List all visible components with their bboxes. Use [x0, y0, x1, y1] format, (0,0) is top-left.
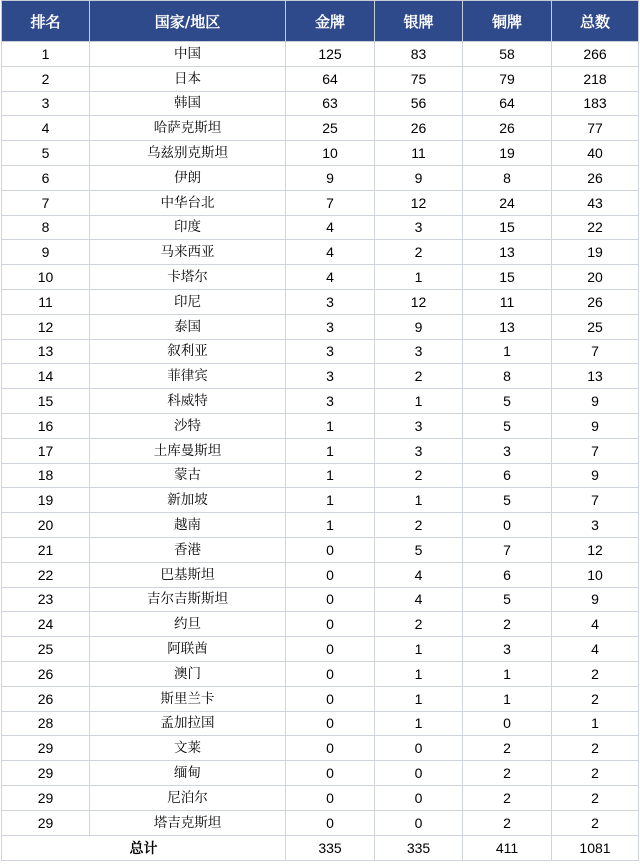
bronze-cell: 15 — [463, 265, 552, 290]
header-rank: 排名 — [2, 1, 90, 42]
rank-cell: 9 — [2, 240, 90, 265]
gold-cell: 0 — [286, 761, 375, 786]
rank-cell: 12 — [2, 314, 90, 339]
gold-cell: 0 — [286, 661, 375, 686]
silver-cell: 5 — [375, 537, 463, 562]
table-row — [2, 289, 639, 314]
gold-cell: 9 — [286, 165, 375, 190]
table-row — [2, 215, 639, 240]
bronze-cell: 0 — [463, 513, 552, 538]
table-row — [2, 637, 639, 662]
total-cell: 7 — [552, 488, 639, 513]
header-bronze: 铜牌 — [463, 1, 552, 42]
table-row — [2, 389, 639, 414]
table-row — [2, 165, 639, 190]
rank-cell: 29 — [2, 761, 90, 786]
total-cell: 26 — [552, 165, 639, 190]
country-cell: 哈萨克斯坦 — [90, 116, 286, 141]
rank-cell: 7 — [2, 190, 90, 215]
gold-cell: 0 — [286, 736, 375, 761]
silver-cell: 0 — [375, 810, 463, 835]
total-gold: 335 — [286, 835, 375, 860]
bronze-cell: 64 — [463, 91, 552, 116]
header-total: 总数 — [552, 1, 639, 42]
total-cell: 9 — [552, 389, 639, 414]
table-row — [2, 686, 639, 711]
total-all: 1081 — [552, 835, 639, 860]
table-row — [2, 339, 639, 364]
rank-cell: 19 — [2, 488, 90, 513]
table-row — [2, 761, 639, 786]
silver-cell: 1 — [375, 686, 463, 711]
country-cell: 科威特 — [90, 389, 286, 414]
country-cell: 塔吉克斯坦 — [90, 810, 286, 835]
silver-cell: 1 — [375, 661, 463, 686]
total-cell: 218 — [552, 66, 639, 91]
gold-cell: 63 — [286, 91, 375, 116]
table-row — [2, 116, 639, 141]
country-cell: 巴基斯坦 — [90, 562, 286, 587]
rank-cell: 17 — [2, 438, 90, 463]
gold-cell: 3 — [286, 289, 375, 314]
table-row — [2, 413, 639, 438]
table-row — [2, 661, 639, 686]
total-cell: 10 — [552, 562, 639, 587]
silver-cell: 0 — [375, 761, 463, 786]
bronze-cell: 7 — [463, 537, 552, 562]
total-cell: 77 — [552, 116, 639, 141]
table-row — [2, 265, 639, 290]
bronze-cell: 2 — [463, 785, 552, 810]
total-cell: 20 — [552, 265, 639, 290]
gold-cell: 1 — [286, 438, 375, 463]
silver-cell: 4 — [375, 562, 463, 587]
total-cell: 2 — [552, 810, 639, 835]
rank-cell: 29 — [2, 736, 90, 761]
country-cell: 印度 — [90, 215, 286, 240]
bronze-cell: 13 — [463, 314, 552, 339]
rank-cell: 18 — [2, 463, 90, 488]
medal-table — [1, 0, 639, 861]
silver-cell: 2 — [375, 364, 463, 389]
bronze-cell: 1 — [463, 339, 552, 364]
total-cell: 2 — [552, 785, 639, 810]
gold-cell: 1 — [286, 488, 375, 513]
bronze-cell: 19 — [463, 141, 552, 166]
bronze-cell: 11 — [463, 289, 552, 314]
silver-cell: 3 — [375, 215, 463, 240]
country-cell: 韩国 — [90, 91, 286, 116]
bronze-cell: 1 — [463, 686, 552, 711]
silver-cell: 2 — [375, 240, 463, 265]
country-cell: 中华台北 — [90, 190, 286, 215]
country-cell: 吉尔吉斯斯坦 — [90, 587, 286, 612]
rank-cell: 21 — [2, 537, 90, 562]
gold-cell: 4 — [286, 240, 375, 265]
country-cell: 尼泊尔 — [90, 785, 286, 810]
rank-cell: 26 — [2, 686, 90, 711]
rank-cell: 2 — [2, 66, 90, 91]
total-row — [2, 835, 639, 860]
gold-cell: 125 — [286, 42, 375, 67]
silver-cell: 1 — [375, 711, 463, 736]
gold-cell: 1 — [286, 463, 375, 488]
total-cell: 7 — [552, 438, 639, 463]
table-row — [2, 612, 639, 637]
total-cell: 19 — [552, 240, 639, 265]
rank-cell: 6 — [2, 165, 90, 190]
gold-cell: 0 — [286, 587, 375, 612]
bronze-cell: 5 — [463, 587, 552, 612]
gold-cell: 10 — [286, 141, 375, 166]
bronze-cell: 3 — [463, 438, 552, 463]
bronze-cell: 0 — [463, 711, 552, 736]
total-cell: 43 — [552, 190, 639, 215]
bronze-cell: 79 — [463, 66, 552, 91]
total-cell: 266 — [552, 42, 639, 67]
table-row — [2, 190, 639, 215]
gold-cell: 0 — [286, 686, 375, 711]
total-cell: 9 — [552, 587, 639, 612]
country-cell: 澳门 — [90, 661, 286, 686]
table-row — [2, 141, 639, 166]
silver-cell: 26 — [375, 116, 463, 141]
rank-cell: 8 — [2, 215, 90, 240]
header-row — [2, 1, 639, 42]
bronze-cell: 5 — [463, 413, 552, 438]
header-silver: 银牌 — [375, 1, 463, 42]
table-row — [2, 438, 639, 463]
gold-cell: 25 — [286, 116, 375, 141]
gold-cell: 7 — [286, 190, 375, 215]
bronze-cell: 6 — [463, 562, 552, 587]
gold-cell: 0 — [286, 785, 375, 810]
silver-cell: 12 — [375, 190, 463, 215]
country-cell: 中国 — [90, 42, 286, 67]
bronze-cell: 8 — [463, 165, 552, 190]
rank-cell: 5 — [2, 141, 90, 166]
country-cell: 印尼 — [90, 289, 286, 314]
silver-cell: 2 — [375, 513, 463, 538]
gold-cell: 0 — [286, 537, 375, 562]
country-cell: 沙特 — [90, 413, 286, 438]
bronze-cell: 5 — [463, 389, 552, 414]
bronze-cell: 13 — [463, 240, 552, 265]
silver-cell: 1 — [375, 488, 463, 513]
total-cell: 183 — [552, 91, 639, 116]
country-cell: 斯里兰卡 — [90, 686, 286, 711]
total-cell: 3 — [552, 513, 639, 538]
country-cell: 马来西亚 — [90, 240, 286, 265]
total-cell: 2 — [552, 761, 639, 786]
table-row — [2, 463, 639, 488]
country-cell: 阿联酋 — [90, 637, 286, 662]
table-row — [2, 587, 639, 612]
header-gold: 金牌 — [286, 1, 375, 42]
rank-cell: 29 — [2, 810, 90, 835]
table-row — [2, 240, 639, 265]
total-cell: 4 — [552, 612, 639, 637]
medal-table-header — [2, 1, 639, 42]
gold-cell: 3 — [286, 339, 375, 364]
table-row — [2, 513, 639, 538]
silver-cell: 1 — [375, 389, 463, 414]
rank-cell: 10 — [2, 265, 90, 290]
bronze-cell: 15 — [463, 215, 552, 240]
country-cell: 叙利亚 — [90, 339, 286, 364]
bronze-cell: 2 — [463, 810, 552, 835]
silver-cell: 4 — [375, 587, 463, 612]
total-cell: 7 — [552, 339, 639, 364]
table-row — [2, 488, 639, 513]
rank-cell: 24 — [2, 612, 90, 637]
total-cell: 2 — [552, 736, 639, 761]
silver-cell: 12 — [375, 289, 463, 314]
bronze-cell: 6 — [463, 463, 552, 488]
country-cell: 蒙古 — [90, 463, 286, 488]
silver-cell: 11 — [375, 141, 463, 166]
bronze-cell: 2 — [463, 612, 552, 637]
gold-cell: 3 — [286, 389, 375, 414]
medal-table-body — [2, 42, 639, 836]
bronze-cell: 26 — [463, 116, 552, 141]
silver-cell: 0 — [375, 785, 463, 810]
silver-cell: 9 — [375, 165, 463, 190]
rank-cell: 20 — [2, 513, 90, 538]
table-row — [2, 736, 639, 761]
rank-cell: 26 — [2, 661, 90, 686]
rank-cell: 3 — [2, 91, 90, 116]
country-cell: 菲律宾 — [90, 364, 286, 389]
total-cell: 1 — [552, 711, 639, 736]
total-cell: 9 — [552, 413, 639, 438]
total-cell: 22 — [552, 215, 639, 240]
total-silver: 335 — [375, 835, 463, 860]
country-cell: 新加坡 — [90, 488, 286, 513]
silver-cell: 3 — [375, 413, 463, 438]
header-country: 国家/地区 — [90, 1, 286, 42]
total-cell: 26 — [552, 289, 639, 314]
rank-cell: 23 — [2, 587, 90, 612]
bronze-cell: 1 — [463, 661, 552, 686]
country-cell: 泰国 — [90, 314, 286, 339]
gold-cell: 3 — [286, 364, 375, 389]
rank-cell: 25 — [2, 637, 90, 662]
total-cell: 40 — [552, 141, 639, 166]
country-cell: 越南 — [90, 513, 286, 538]
silver-cell: 83 — [375, 42, 463, 67]
table-row — [2, 810, 639, 835]
gold-cell: 1 — [286, 513, 375, 538]
silver-cell: 9 — [375, 314, 463, 339]
country-cell: 香港 — [90, 537, 286, 562]
total-cell: 13 — [552, 364, 639, 389]
country-cell: 文莱 — [90, 736, 286, 761]
gold-cell: 0 — [286, 612, 375, 637]
table-row — [2, 42, 639, 67]
table-row — [2, 711, 639, 736]
country-cell: 土库曼斯坦 — [90, 438, 286, 463]
rank-cell: 14 — [2, 364, 90, 389]
total-cell: 2 — [552, 661, 639, 686]
country-cell: 伊朗 — [90, 165, 286, 190]
silver-cell: 56 — [375, 91, 463, 116]
table-row — [2, 785, 639, 810]
rank-cell: 16 — [2, 413, 90, 438]
country-cell: 乌兹别克斯坦 — [90, 141, 286, 166]
total-cell: 4 — [552, 637, 639, 662]
total-cell: 25 — [552, 314, 639, 339]
rank-cell: 28 — [2, 711, 90, 736]
silver-cell: 2 — [375, 463, 463, 488]
medal-table-footer — [2, 835, 639, 860]
rank-cell: 15 — [2, 389, 90, 414]
gold-cell: 0 — [286, 810, 375, 835]
bronze-cell: 2 — [463, 761, 552, 786]
country-cell: 缅甸 — [90, 761, 286, 786]
bronze-cell: 58 — [463, 42, 552, 67]
silver-cell: 3 — [375, 438, 463, 463]
gold-cell: 0 — [286, 562, 375, 587]
gold-cell: 4 — [286, 215, 375, 240]
gold-cell: 0 — [286, 637, 375, 662]
bronze-cell: 5 — [463, 488, 552, 513]
rank-cell: 13 — [2, 339, 90, 364]
country-cell: 孟加拉国 — [90, 711, 286, 736]
silver-cell: 1 — [375, 265, 463, 290]
silver-cell: 3 — [375, 339, 463, 364]
gold-cell: 4 — [286, 265, 375, 290]
rank-cell: 22 — [2, 562, 90, 587]
total-label: 总计 — [2, 835, 286, 860]
table-row — [2, 91, 639, 116]
gold-cell: 0 — [286, 711, 375, 736]
country-cell: 约旦 — [90, 612, 286, 637]
country-cell: 日本 — [90, 66, 286, 91]
silver-cell: 1 — [375, 637, 463, 662]
rank-cell: 29 — [2, 785, 90, 810]
table-row — [2, 66, 639, 91]
rank-cell: 4 — [2, 116, 90, 141]
bronze-cell: 2 — [463, 736, 552, 761]
bronze-cell: 3 — [463, 637, 552, 662]
table-row — [2, 537, 639, 562]
total-bronze: 411 — [463, 835, 552, 860]
rank-cell: 1 — [2, 42, 90, 67]
gold-cell: 3 — [286, 314, 375, 339]
total-cell: 9 — [552, 463, 639, 488]
silver-cell: 2 — [375, 612, 463, 637]
table-row — [2, 562, 639, 587]
table-row — [2, 364, 639, 389]
gold-cell: 64 — [286, 66, 375, 91]
silver-cell: 75 — [375, 66, 463, 91]
country-cell: 卡塔尔 — [90, 265, 286, 290]
total-cell: 12 — [552, 537, 639, 562]
bronze-cell: 24 — [463, 190, 552, 215]
silver-cell: 0 — [375, 736, 463, 761]
total-cell: 2 — [552, 686, 639, 711]
rank-cell: 11 — [2, 289, 90, 314]
gold-cell: 1 — [286, 413, 375, 438]
table-row — [2, 314, 639, 339]
bronze-cell: 8 — [463, 364, 552, 389]
